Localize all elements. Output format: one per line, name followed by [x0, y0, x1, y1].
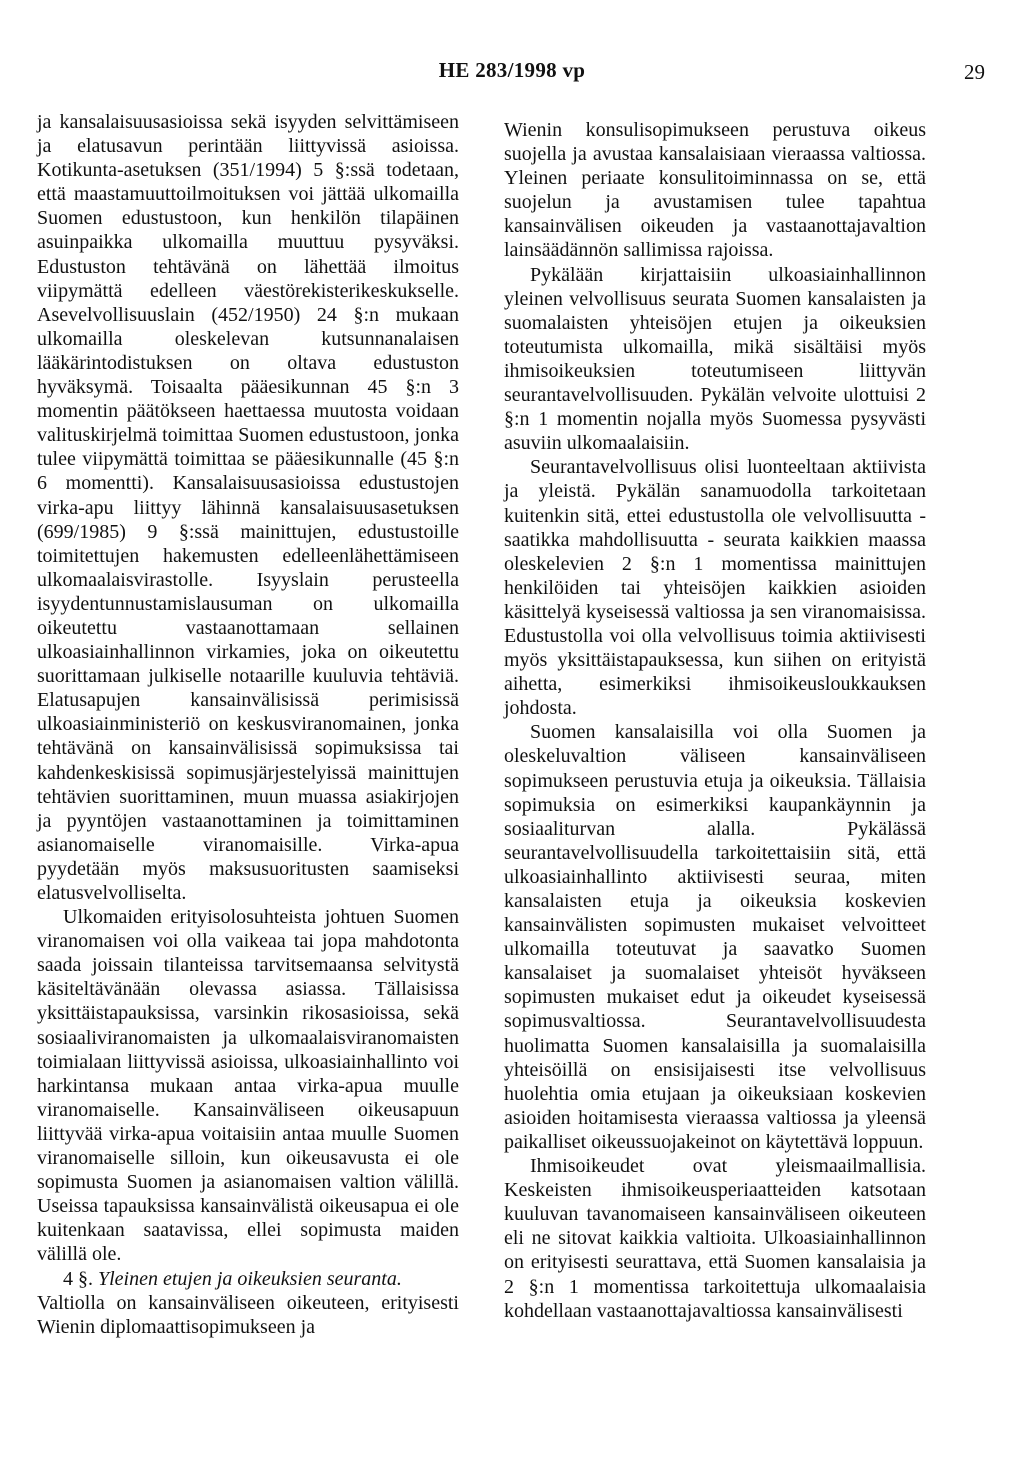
paragraph: Pykälään kirjattaisiin ulkoasiainhallinnon yleinen velvollisuus seurata Suomen kansalaisten ja suomalaisten yhteisöjen etujen ja oikeuksien toteutumista ulkomailla, mikä sisältäisi myös ihmisoikeuksien toteutumiseen liittyvän seurantavelvollisuuden. Pykälän velvoite ulottuisi 2 §:n 1 momentin nojalla myös Suomessa pysyvästi asuviin ulkomaalaisiin.	[504, 263, 926, 455]
paragraph: Wienin konsulisopimukseen perustuva oikeus suojella ja avustaa kansalaisiaan vieraassa valtiossa. Yleinen periaate konsulitoiminnassa on se, että suojelun ja avustamisen tulee tapahtua kansainvälisen oikeuden ja vastaanottajavaltion lainsäädännön sallimissa rajoissa.	[504, 119, 926, 262]
section-title: Yleinen etujen ja oikeuksien seuranta.	[98, 1267, 402, 1290]
paragraph: Suomen kansalaisilla voi olla Suomen ja oleskeluvaltion väliseen kansainväliseen sopimukseen perustuvia etuja ja oikeuksia. Tällaisia sopimuksia on esimerkiksi kaupankäynnin ja sosiaaliturvan alalla. Pykälässä seurantavelvollisuudella tarkoitettaisiin sitä, että ulkoasiainhallinto aktiivisesti seuraa, miten kansalaisten etuja ja oikeuksia koskevien kansainvälisten sopimusten mukaiset velvoitteet ulkomailla toteutuvat ja saavatko Suomen kansalaiset ja suomalaiset yhteisöt hyväkseen sopimusten mukaiset edut ja oikeudet kyseisessä sopimusvaltiossa. Seurantavelvollisuudesta huolimatta Suomen kansalaisilla ja suomalaisilla yhteisöillä on ensisijaisesti itse velvollisuus huolehtia omia etujaan ja oikeuksiaan koskevien asioiden hoitamisesta vieraassa valtiossa ja yleensä paikalliset oikeussuojakeinot on käytettävä loppuun.	[504, 721, 926, 1153]
paragraph: Seurantavelvollisuus olisi luonteeltaan aktiivista ja yleistä. Pykälän sanamuodolla tarkoitetaan kuitenkin sitä, ettei edustustolla ole velvollisuutta - saatikka mahdollisuutta - seurata kaikkien maassa oleskelevien 2 §:n 1 momentissa mainittujen henkilöiden tai yhteisöjen kaikkien asioiden käsittelyä kyseisessä valtiossa ja sen viranomaisissa. Edustustolla voi olla velvollisuus toimia aktiivisesti myös yksittäistapauksessa, kun siihen on erityistä aihetta, esimerkiksi ihmisoikeusloukkauksen johdosta.	[504, 456, 926, 720]
section-number: 4 §.	[63, 1267, 93, 1290]
paragraph: Ihmisoikeudet ovat yleismaailmallisia. Keskeisten ihmisoikeusperiaatteiden katsotaan kuuluvan tavanomaiseen kansainväliseen oikeuteen eli ne sitovat kaikkia valtioita. Ulkoasiainhallinnon on erityisesti seurattava, että Suomen kansalaisia ja 2 §:n 1 momentissa tarkoitettuja ulkomaalaisia kohdellaan vastaanottajavaltiossa kansainvälisesti	[504, 1155, 926, 1322]
section-heading	[37, 1267, 459, 1291]
page-number: 29	[964, 60, 985, 84]
left-column	[37, 110, 459, 1339]
paragraph: Ulkomaiden erityisolosuhteista johtuen Suomen viranomaisen voi olla vaikeaa tai jopa mahdotonta saada joissain tilanteissa tarvitsemaansa selvitystä käsiteltävänään olevassa asiassa. Tällaisissa yksittäistapauksissa, varsinkin rikosasioissa, sekä sosiaaliviranomaisten ja ulkomaalaisviranomaisten toimialaan liittyvissä asioissa, ulkoasiainhallinto voi harkintansa mukaan antaa virka-apua muulle viranomaiselle. Kansainväliseen oikeusapuun liittyvää virka-apua voitaisiin antaa muulle Suomen viranomaiselle silloin, kun oikeusavusta ei ole sopimusta Suomen ja asianomaisen valtion välillä. Useissa tapauksissa kansainvälistä oikeusapua ei ole kuitenkaan saatavissa, ellei sopimusta maiden välillä ole.	[37, 906, 459, 1266]
running-title: HE 283/1998 vp	[438, 58, 586, 82]
paragraph: ja kansalaisuusasioissa sekä isyyden selvittämiseen ja elatusavun perintään liittyvissä asioissa. Kotikunta-asetuksen (351/1994) 5 §:ssä todetaan, että maastamuuttoilmoituksen voi jättää ulkomailla Suomen edustustoon, kun henkilön tilapäinen asuinpaikka ulkomailla muuttuu pysyväksi. Edustuston tehtävänä on lähettää ilmoitus viipymättä edelleen väestörekisterikeskukselle. Asevelvollisuuslain (452/1950) 24 §:n mukaan ulkomailla oleskelevan kutsunnanalaisen lääkärintodistuksen on oltava edustuston hyväksymä. Toisaalta pääesikunnan 45 §:n 3 momentin päätökseen haettaessa muutosta voidaan valituskirjelmä toimittaa Suomen edustustoon, jonka tulee viipymättä toimittaa se pääesikunnalle (45 §:n 6 momentti). Kansalaisuusasioissa edustustojen virka-apu liittyy lähinnä kansalaisuusasetuksen (699/1985) 9 §:ssä mainittujen, edustustoille toimitettujen hakemusten edelleenlähettämiseen ulkomaalaisvirastolle. Isyyslain perusteella isyydentunnustamislausuman on ulkomailla oikeutettu vastaanottamaan sellainen ulkoasiainhallinnon virkamies, joka on oikeutettu suorittamaan julkiselle notaarille kuuluvia tehtäviä. Elatusapujen kansainvälisissä perimisissä ulkoasiainministeriö on keskusviranomainen, jonka tehtävänä on kansainvälisissä sopimuksissa tai kahdenkeskisissä sopimusjärjestelyissä mainittujen tehtävien suorittaminen, muun muassa asiakirjojen ja pyyntöjen vastaanottaminen ja toimittaminen asianomaiselle viranomaisille. Virka-apua pyydetään myös maksusuoritusten saamiseksi elatusvelvolliselta.	[37, 111, 459, 904]
right-column	[504, 118, 926, 1323]
paragraph: Valtiolla on kansainväliseen oikeuteen, erityisesti Wienin diplomaattisopimukseen ja	[37, 1291, 459, 1338]
